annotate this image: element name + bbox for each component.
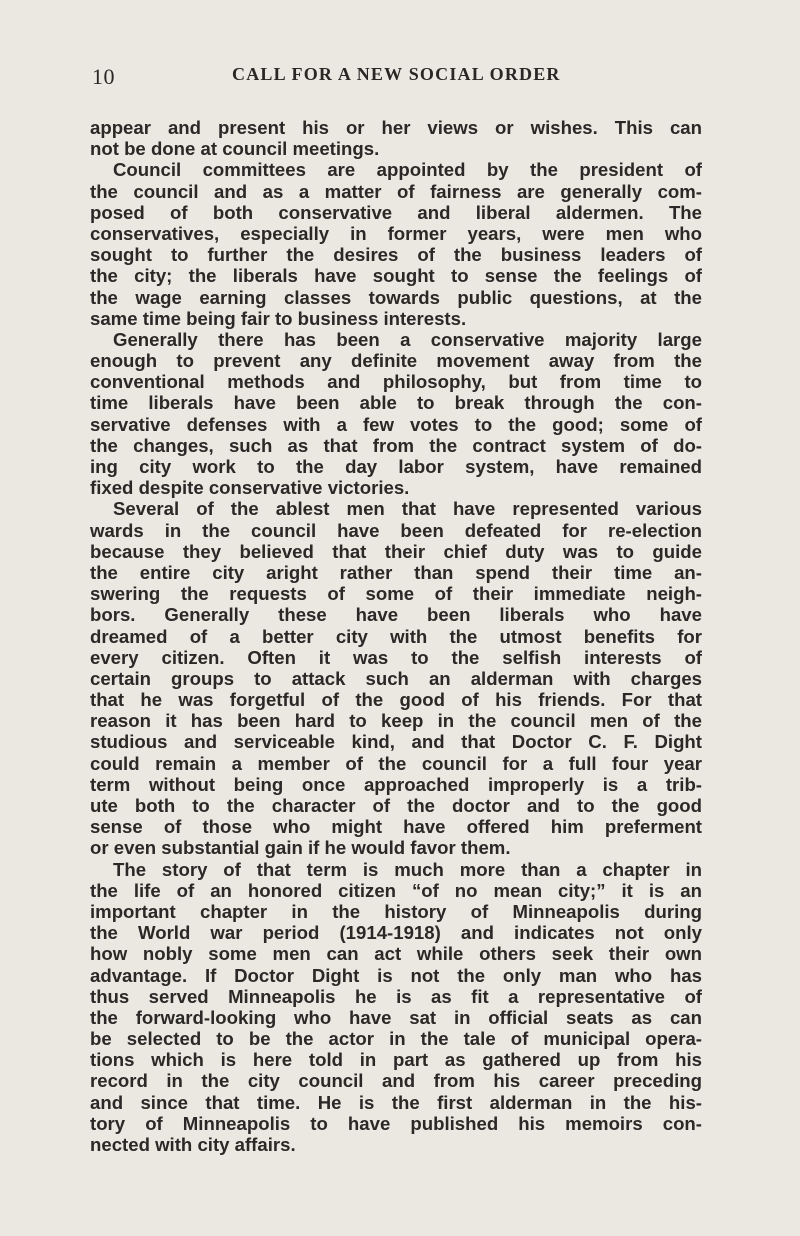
text-line: the World war period (1914-1918) and indicates not only <box>90 922 702 944</box>
text-line: sense of those who might have offered him preferment <box>90 816 702 838</box>
text-line: the entire city aright rather than spend their time an- <box>90 561 702 583</box>
text-line: Council committees are appointed by the president of <box>113 159 702 181</box>
text-line: the city; the liberals have sought to sense the feelings of <box>90 265 702 287</box>
text-line: certain groups to attack such an alderman with charges <box>90 667 702 689</box>
text-line: servative defenses with a few votes to the good; some of <box>90 413 702 435</box>
page-number: 10 <box>92 64 115 89</box>
text-line: appear and present his or her views or wishes. This can <box>90 117 702 138</box>
text-line: important chapter in the history of Minneapolis during <box>90 900 702 922</box>
text-line: time liberals have been able to break through the con- <box>90 392 702 414</box>
text-line: enough to prevent any definite movement away from the <box>90 350 702 372</box>
text-line: same time being fair to business interests. <box>90 307 467 329</box>
body-text <box>90 117 702 1155</box>
text-line: and since that time. He is the first alderman in the his- <box>90 1091 702 1113</box>
text-line: ute both to the character of the doctor and to the good <box>90 795 702 816</box>
text-line: Several of the ablest men that have represented various <box>113 498 702 520</box>
text-line: every citizen. Often it was to the selfish interests of <box>90 646 702 668</box>
text-line: advantage. If Doctor Dight is not the only man who has <box>90 964 702 986</box>
text-line: the wage earning classes towards public questions, at the <box>90 286 702 308</box>
text-line: swering the requests of some of their immediate neigh- <box>90 583 702 605</box>
text-line: the council and as a matter of fairness are generally com- <box>90 180 702 202</box>
text-line: ing city work to the day labor system, have remained <box>90 456 702 477</box>
text-line: dreamed of a better city with the utmost benefits for <box>90 625 702 647</box>
text-line: posed of both conservative and liberal aldermen. The <box>90 201 702 223</box>
text-line: conservatives, especially in former years, were men who <box>90 222 702 244</box>
text-line: nected with city affairs. <box>90 1134 296 1155</box>
text-line: sought to further the desires of the business leaders of <box>90 244 702 266</box>
text-line: the forward-looking who have sat in official seats as can <box>90 1006 702 1028</box>
text-line: studious and serviceable kind, and that Doctor C. F. Dight <box>90 731 702 753</box>
text-line: that he was forgetful of the good of his friends. For that <box>90 689 702 711</box>
text-line: record in the city council and from his career preceding <box>90 1070 702 1092</box>
text-line: or even substantial gain if he would favor them. <box>90 837 511 859</box>
text-line: Generally there has been a conservative majority large <box>113 328 702 350</box>
text-line: fixed despite conservative victories. <box>90 477 410 499</box>
text-line: be selected to be the actor in the tale of municipal opera- <box>90 1028 702 1050</box>
text-line: term without being once approached improperly is a trib- <box>90 773 702 795</box>
text-line: because they believed that their chief duty was to guide <box>90 540 702 562</box>
text-line: conventional methods and philosophy, but from time to <box>90 371 702 393</box>
text-line: wards in the council have been defeated for re-election <box>90 519 702 541</box>
text-line: reason it has been hard to keep in the council men of the <box>90 710 702 732</box>
text-line: not be done at council meetings. <box>90 138 380 160</box>
text-line: bors. Generally these have been liberals who have <box>90 604 702 626</box>
text-line: could remain a member of the council for a full four year <box>90 752 702 774</box>
text-line: tions which is here told in part as gathered up from his <box>90 1049 702 1071</box>
text-line: The story of that term is much more than a chapter in <box>113 858 702 880</box>
text-line: tory of Minneapolis to have published his memoirs con- <box>90 1112 702 1134</box>
text-line: the life of an honored citizen “of no mean city;” it is an <box>90 879 702 901</box>
text-line: how nobly some men can act while others seek their own <box>90 943 702 965</box>
text-line: thus served Minneapolis he is as fit a representative of <box>90 985 702 1007</box>
page-header <box>92 64 708 94</box>
text-line: the changes, such as that from the contract system of do- <box>90 434 702 456</box>
running-head-title: CALL FOR A NEW SOCIAL ORDER <box>232 64 561 84</box>
